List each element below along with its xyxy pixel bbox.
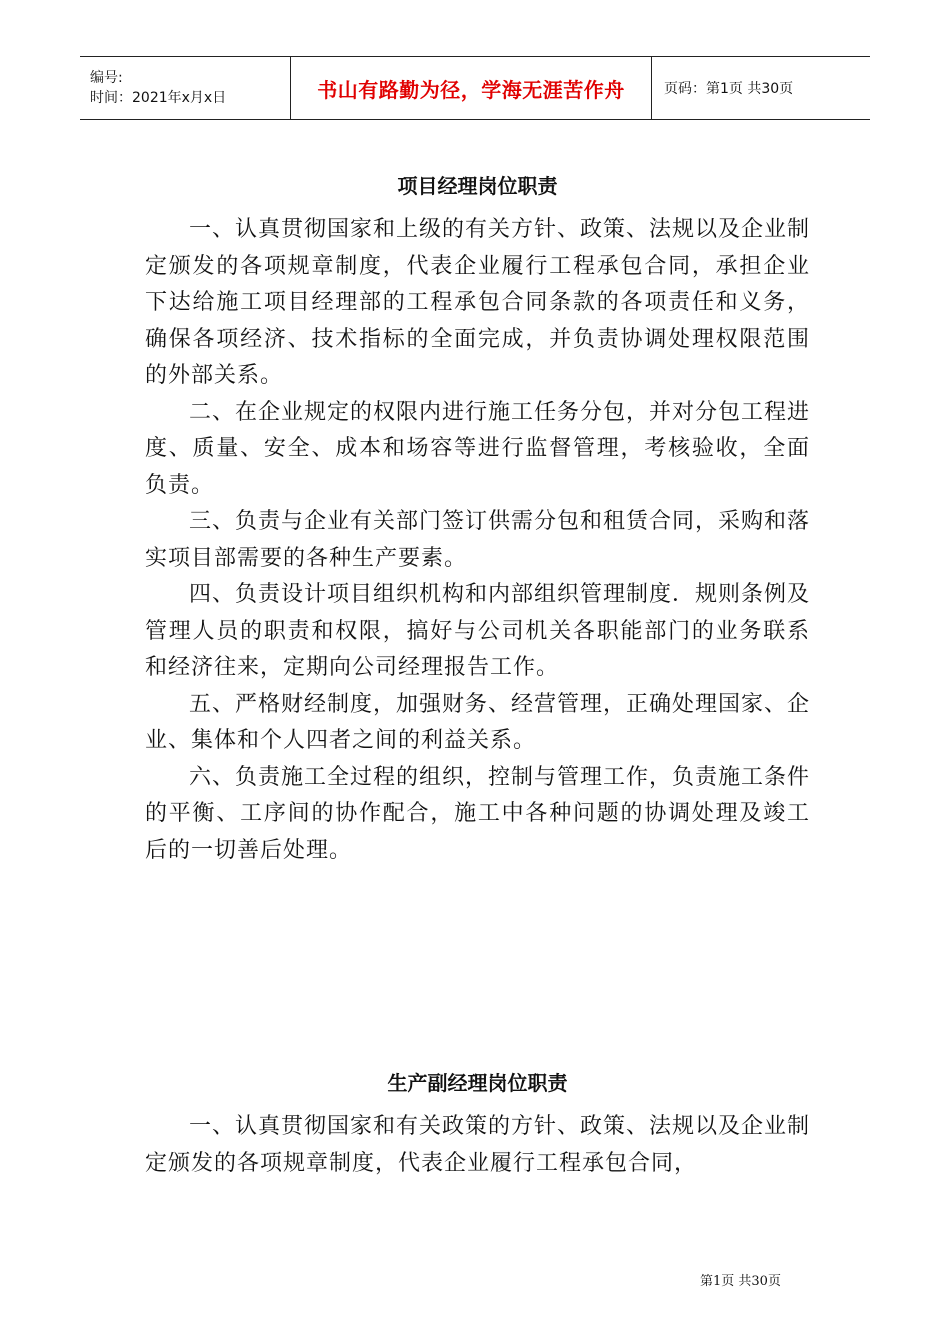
paragraph: 四、负责设计项目组织机构和内部组织管理制度．规则条例及管理人员的职责和权限，搞好与公司机关各职能部门的业务联系和经济往来，定期向公司经理报告工作。: [145, 582, 811, 680]
paragraph: 一、认真贯彻国家和有关政策的方针、政策、法规以及企业制定颁发的各项规章制度，代表企业履行工程承包合同，: [145, 1114, 811, 1176]
page-header: [80, 56, 870, 120]
section-project-manager: [145, 160, 810, 869]
header-meta: [80, 57, 290, 119]
paragraph: 一、认真贯彻国家和上级的有关方针、政策、法规以及企业制定颁发的各项规章制度，代表企业履行工程承包合同，承担企业下达给施工项目经理部的工程承包合同条款的各项责任和义务，确保各项经济、技术指标的全面完成，并负责协调处理权限范围的外部关系。: [145, 217, 811, 388]
paragraph: 三、负责与企业有关部门签订供需分包和租赁合同，采购和落实项目部需要的各种生产要素。: [145, 509, 811, 571]
section-production-deputy-manager: [145, 1057, 810, 1182]
header-page-cell: [652, 57, 793, 119]
paragraph: 五、严格财经制度，加强财务、经营管理，正确处理国家、企业、集体和个人四者之间的利益关系。: [145, 691, 811, 753]
section-title: 项目经理岗位职责: [397, 174, 558, 198]
document-time-label: 时间：2021年x月x日: [90, 90, 227, 106]
document-body: [145, 160, 810, 1182]
paragraph: 六、负责施工全过程的组织，控制与管理工作，负责施工条件的平衡、工序间的协作配合，施工中各种问题的协调处理及竣工后的一切善后处理。: [145, 764, 811, 863]
document-number-label: 编号:: [90, 70, 123, 86]
page-footer-number: 第1页 共30页: [700, 1274, 781, 1289]
section-title: 生产副经理岗位职责: [387, 1071, 568, 1095]
header-page-number: 页码：第1页 共30页: [664, 81, 794, 97]
header-motto-cell: [290, 57, 652, 119]
paragraph: 二、在企业规定的权限内进行施工任务分包，并对分包工程进度、质量、安全、成本和场容等进行监督管理，考核验收，全面负责。: [145, 399, 811, 498]
header-motto: 书山有路勤为径，学海无涯苦作舟: [317, 77, 625, 102]
